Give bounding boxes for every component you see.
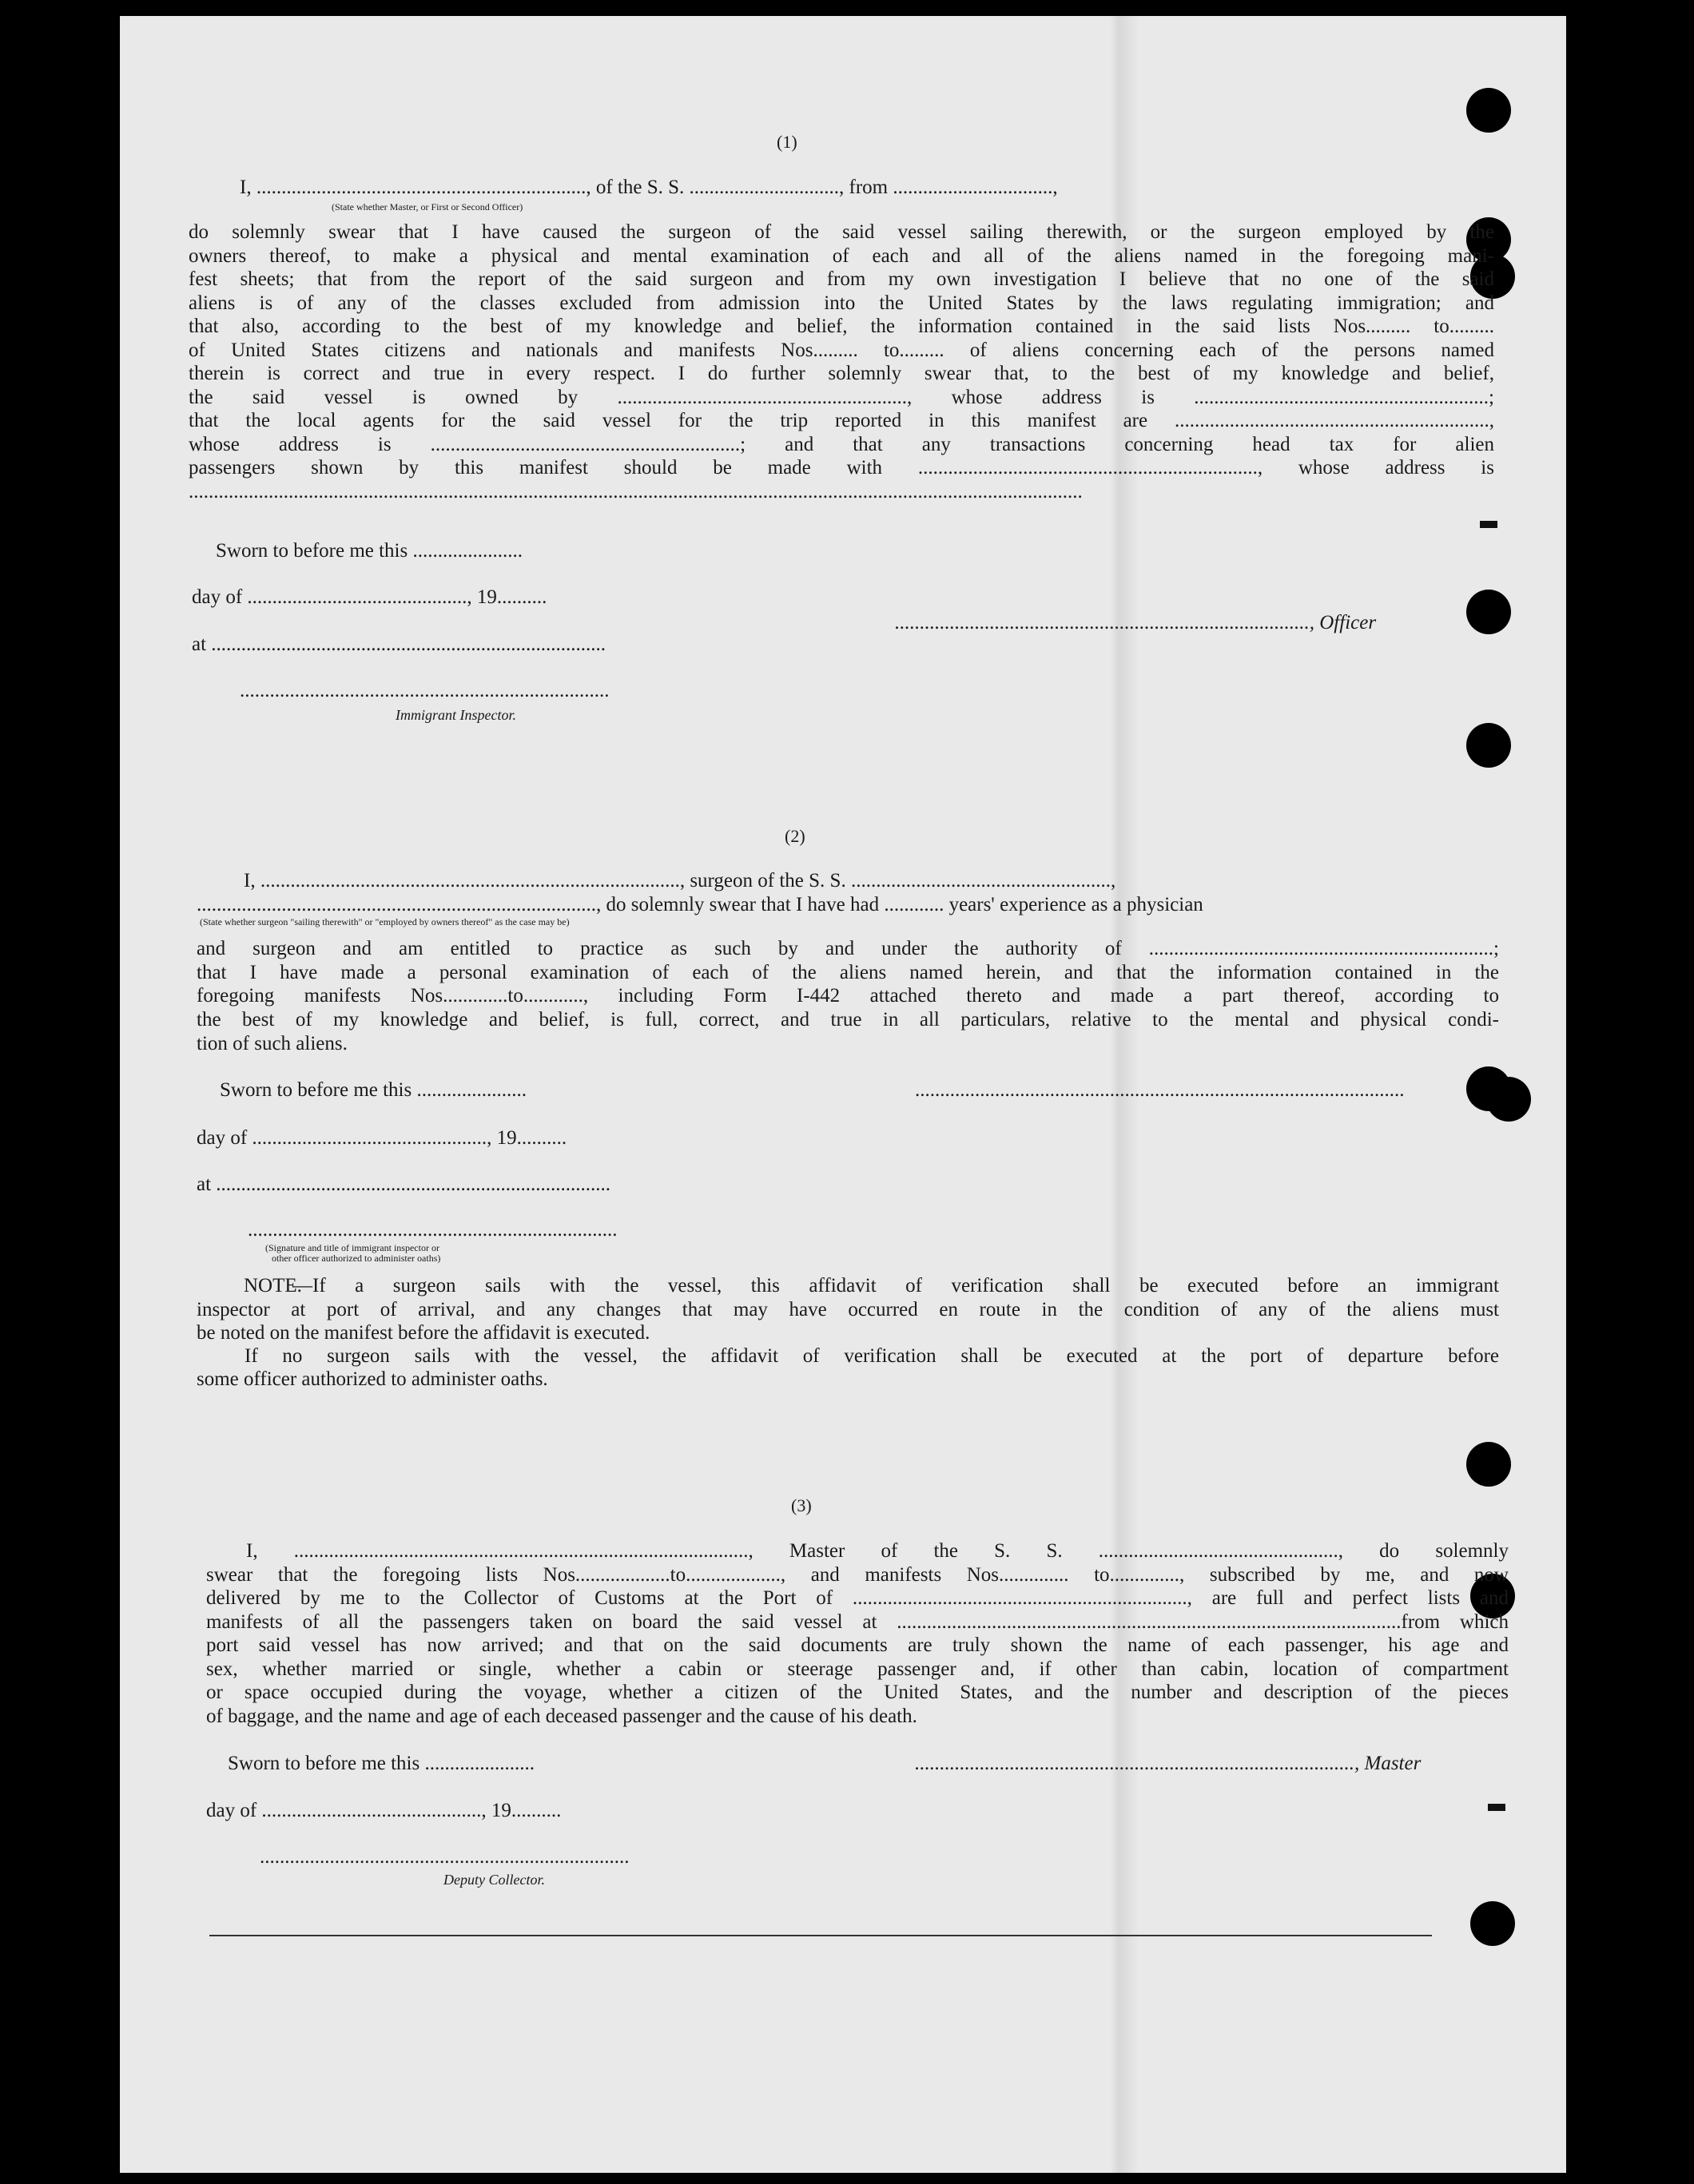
- body-line: of United States citizens and nationals and manifests Nos......... to......... of aliens concerning each of the persons named: [189, 339, 1494, 361]
- body-line: delivered by me to the Collector of Customs at the Port of ..................................................................., are full and perfect lists and: [206, 1587, 1509, 1609]
- body-line: therein is correct and true in every respect. I do further solemnly swear that, to the best of my knowledge and belief,: [189, 363, 1494, 384]
- note-2-last-line: some officer authorized to administer oaths.: [197, 1368, 548, 1390]
- body-line: or space occupied during the voyage, whether a citizen of the United States, and the number and description of the pieces: [206, 1682, 1509, 1703]
- body-line: ...................................................................................................................................................................................: [189, 480, 1083, 502]
- edge-mark: [1488, 1804, 1505, 1811]
- section-3-body: [206, 1539, 1509, 1705]
- body-line: that I have made a personal examination of each of the aliens named herein, and that the information contained in the: [197, 961, 1499, 983]
- punch-hole: [1466, 723, 1511, 768]
- punch-hole: [1466, 590, 1511, 634]
- body-last-line: of baggage, and the name and age of each deceased passenger and the cause of his death.: [206, 1706, 917, 1727]
- body-line: fest sheets; that from the report of the said surgeon and from my own investigation I believe that no one of the said: [189, 268, 1494, 290]
- sworn-before-label: Sworn to before me this ......................: [220, 1079, 527, 1101]
- surgeon-signature-line: ..................................................................................................: [915, 1079, 1405, 1101]
- note-line: If no surgeon sails with the vessel, the affidavit of verification shall be executed at the port of departure before: [245, 1345, 1499, 1367]
- body-line: foregoing manifests Nos.............to............, including Form I-442 attached thereto and made a part thereof, according to: [197, 985, 1499, 1007]
- body-line: I, ..........................................................................................., Master of the S. S. ................................................, do solemnly: [246, 1540, 1509, 1562]
- body-line: do solemnly swear that I have caused the surgeon of the said vessel sailing therewith, or the surgeon employed by the: [189, 221, 1494, 243]
- punch-hole: [1470, 1901, 1515, 1946]
- section-1-number: (1): [777, 132, 797, 152]
- section-2-body: [197, 937, 1499, 1031]
- section-2-number: (2): [785, 826, 805, 846]
- surgeon-type-hint: (State whether surgeon "sailing therewith" or "employed by owners thereof" as the case may be): [200, 916, 570, 927]
- body-line: whose address is ..............................................................; and that any transactions concerning head tax for alien: [189, 433, 1494, 455]
- sworn-before-label: Sworn to before me this ......................: [216, 540, 523, 562]
- at-line: at ...............................................................................: [197, 1173, 611, 1195]
- sworn-before-label: Sworn to before me this ......................: [228, 1753, 535, 1774]
- bottom-rule: [209, 1935, 1432, 1936]
- note-label: NOTE.: [244, 1275, 302, 1297]
- punch-hole: [1466, 1442, 1511, 1487]
- officer-signature-line: ..................................................................................., Officer: [895, 612, 1377, 633]
- signature-title-note: (Signature and title of immigrant inspector or: [265, 1242, 439, 1253]
- note-line: inspector at port of arrival, and any changes that may have occurred en route in the condition of any of the aliens must: [197, 1298, 1499, 1320]
- edge-mark: [1480, 521, 1497, 528]
- punch-hole: [1486, 1077, 1531, 1122]
- body-line: manifests of all the passengers taken on board the said vessel at .....................................................................................................from which: [206, 1610, 1509, 1633]
- punch-hole: [1466, 88, 1511, 133]
- officer-rank-hint: (State whether Master, or First or Second Officer): [332, 201, 523, 212]
- body-line: passengers shown by this manifest should be made with ...................................................................., whose address is: [189, 457, 1494, 478]
- surgeon-oath-line-1: I, ...................................................................................., surgeon of the S. S. ....................................................,: [244, 870, 1116, 891]
- body-line: the said vessel is owned by .........................................................., whose address is ...........................................................;: [189, 386, 1494, 408]
- note-2: [197, 1344, 1499, 1368]
- section-1-body: [189, 220, 1494, 503]
- surgeon-oath-line-2: ................................................................................, do solemnly swear that I have had ............ years' experience as a physician: [197, 894, 1203, 915]
- inspector-signature-line: ..........................................................................: [240, 680, 610, 701]
- inspector-signature-line: ..........................................................................: [248, 1219, 618, 1241]
- body-last-line: tion of such aliens.: [197, 1033, 348, 1054]
- collector-signature-line: ..........................................................................: [260, 1846, 630, 1868]
- note-body: [197, 1274, 1499, 1321]
- signature-title-note: other officer authorized to administer oaths): [272, 1253, 441, 1264]
- body-line: and surgeon and am entitled to practice as such by and under the authority of .....................................................................;: [197, 938, 1499, 959]
- day-of-line: day of ............................................, 19..........: [192, 586, 547, 608]
- oath-line-1: I, .................................................................., of the S. S. .............................., from ................................,: [240, 177, 1058, 198]
- body-line: the best of my knowledge and belief, is full, correct, and true in all particulars, relative to the mental and physical condi-: [197, 1008, 1499, 1030]
- deputy-collector-label: Deputy Collector.: [443, 1872, 545, 1888]
- body-line: swear that the foregoing lists Nos...................to..................., and manifests Nos.............. to.............., subscribed by me, and now: [206, 1563, 1509, 1586]
- body-line: aliens is of any of the classes excluded from admission into the United States by the laws regulating immigration; and: [189, 292, 1494, 314]
- master-signature-line: ........................................................................................, Master: [915, 1753, 1422, 1774]
- form-page: [120, 16, 1566, 2173]
- body-line: port said vessel has now arrived; and that on the said documents are truly shown the name of each passenger, his age and: [206, 1634, 1509, 1656]
- note-line: —If a surgeon sails with the vessel, this affidavit of verification shall be executed before an immigrant: [292, 1275, 1499, 1297]
- note-last-line: be noted on the manifest before the affidavit is executed.: [197, 1322, 650, 1344]
- body-line: that the local agents for the said vessel for the trip reported in this manifest are ...............................................................,: [189, 410, 1494, 431]
- day-of-line: day of ..............................................., 19..........: [197, 1127, 567, 1149]
- section-3-number: (3): [791, 1495, 812, 1515]
- body-line: that also, according to the best of my knowledge and belief, the information contained in the said lists Nos......... to.........: [189, 316, 1494, 337]
- day-of-line: day of ............................................, 19..........: [206, 1800, 562, 1821]
- body-line: owners thereof, to make a physical and mental examination of each and all of the aliens named in the foregoing mani-: [189, 244, 1494, 267]
- immigrant-inspector-label: Immigrant Inspector.: [396, 707, 516, 723]
- at-line: at ...............................................................................: [192, 633, 606, 655]
- body-line: sex, whether married or single, whether a cabin or steerage passenger and, if other than cabin, location of compartment: [206, 1658, 1509, 1680]
